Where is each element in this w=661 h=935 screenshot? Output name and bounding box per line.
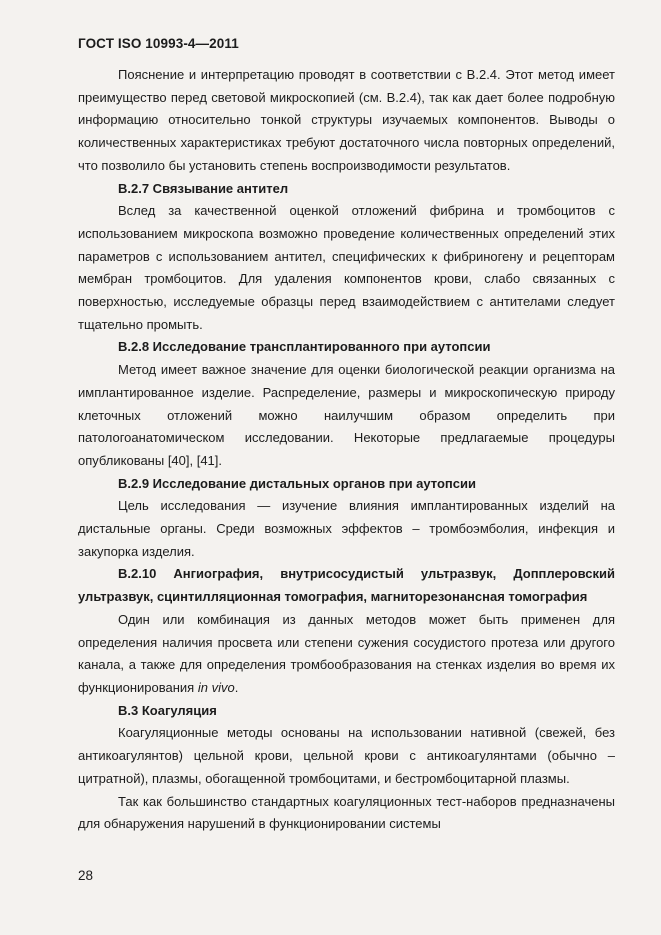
page-number: 28 (78, 868, 94, 883)
paragraph-text: Один или комбинация из данных методов может быть применен для определения наличия просвета или степени сужения сосудистого протеза или другого канала, а также для определения тромбообразования на стенках изделия во время их функционирования (78, 611, 615, 695)
paragraph: Коагуляционные методы основаны на использовании нативной (свежей, без антикоагулянтов) цельной крови, цельной крови с антикоагулянтами (обычно – цитратной), плазмы, обогащенной тромбоцитами, и бестромбоцитарной плазмы. (78, 725, 615, 786)
paragraph (78, 609, 615, 700)
paragraph: Цель исследования — изучение влияния имплантированных изделий на дистальные органы. Среди возможных эффектов – тромбоэмболия, инфекция и закупорка изделия. (78, 498, 615, 559)
section-heading: В.3 Коагуляция (118, 702, 217, 718)
section-heading: В.2.9 Исследование дистальных органов при аутопсии (118, 475, 476, 491)
section-heading: В.2.8 Исследование трансплантированного при аутопсии (118, 339, 491, 355)
italic-term: in vivo (197, 679, 235, 695)
document-header: ГОСТ ISO 10993-4—2011 (78, 36, 239, 51)
section-heading: В.2.7 Связывание антител (118, 180, 289, 196)
paragraph: Так как большинство стандартных коагуляционных тест-наборов предназначены для обнаружения нарушений в функционировании системы (78, 793, 615, 832)
paragraph-end: . (234, 679, 239, 695)
paragraph: Пояснение и интерпретацию проводят в соответствии с В.2.4. Этот метод имеет преимущество перед световой микроскопией (см. В.2.4), так как дает более подробную информацию относительно тонкой структуры изучаемых компонентов. Выводы о количественных характеристиках требуют достаточного числа повторных определений, что позволило бы установить степень воспроизводимости результатов. (78, 67, 615, 173)
section-heading: В.2.10 Ангиография, внутрисосудистый ультразвук, Допплеровский ультразвук, сцинтилляционная томография, магниторезонансная томография (78, 566, 615, 605)
document-body (78, 64, 615, 836)
paragraph: Вслед за качественной оценкой отложений фибрина и тромбоцитов с использованием микроскопа возможно проведение количественных определений этих параметров с использованием антител, специфических к фибриногену и рецепторам мембран тромбоцитов. Для удаления компонентов крови, слабо связанных с поверхностью, исследуемые образцы перед взаимодействием с антителами следует тщательно промыть. (78, 203, 615, 332)
paragraph: Метод имеет важное значение для оценки биологической реакции организма на имплантированное изделие. Распределение, размеры и микроскопическую природу клеточных отложений можно наилучшим образом определить при патологоанатомическом исследовании. Некоторые предлагаемые процедуры опубликованы [40], [41]. (78, 362, 615, 468)
